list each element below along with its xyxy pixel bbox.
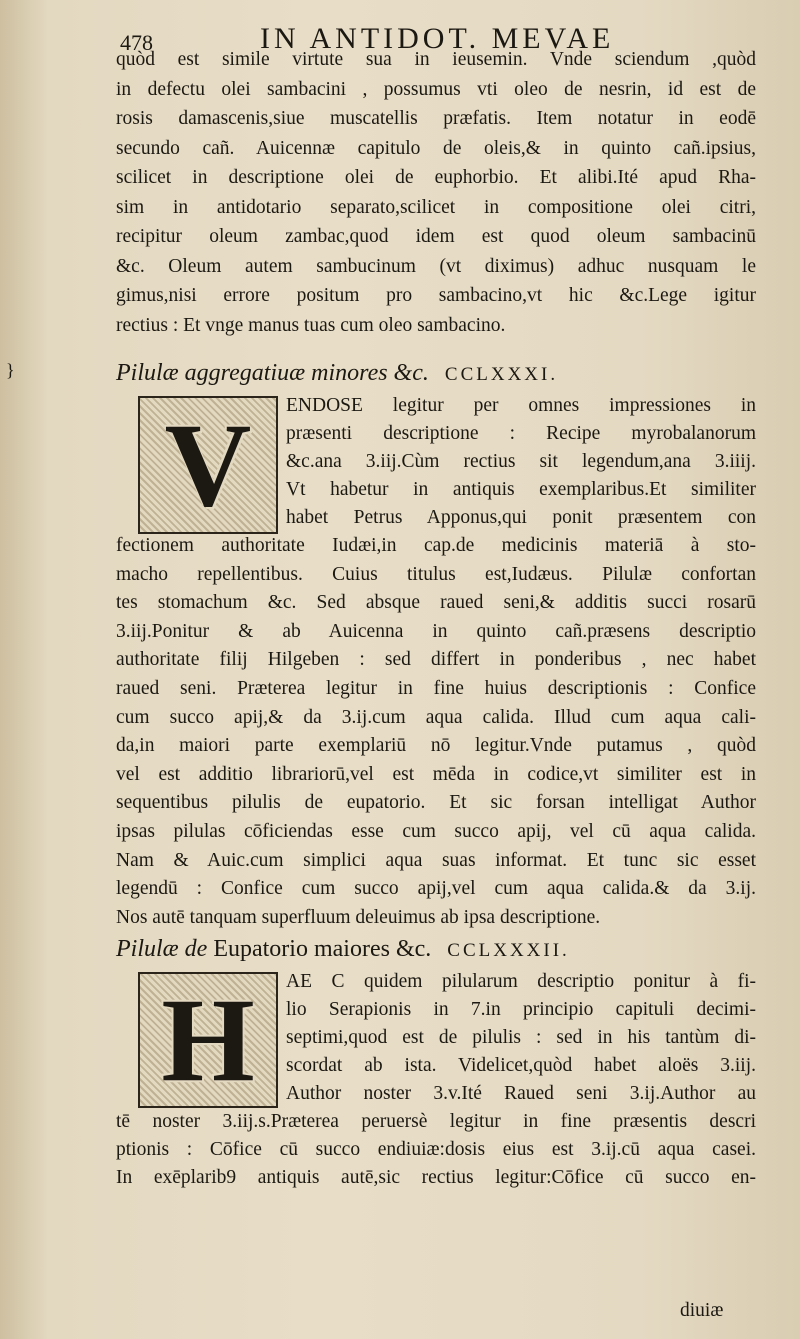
text-line: vel est additio librariorū,vel est mēda in codice,vt similiter est in [116, 763, 756, 785]
text-line: fectionem authoritate Iudæi,in cap.de medicinis materiā à sto- [116, 535, 756, 556]
catchword: diuiæ [680, 1300, 724, 1321]
section-2-title: Pilulæ aggregatiuæ minores &c. [116, 360, 429, 386]
text-line: macho repellentibus. Cuius titulus est,Iudæus. Pilulæ confortan [116, 563, 756, 585]
text-line: ptionis : Cōfice cū succo endiuiæ:dosis eius est 3.ij.cū aqua casei. [116, 1139, 756, 1160]
text-line: ENDOSE legitur per omnes impressiones in [286, 395, 756, 416]
text-line: tē noster 3.iij.s.Præterea peruersè legitur in fine præsentis descri [116, 1111, 756, 1132]
text-line: scordat ab ista. Videlicet,quòd habet aloës 3.iij. [286, 1055, 756, 1076]
text-line: septimi,quod est de pilulis : sed in his tantùm di- [286, 1027, 756, 1048]
text-line: lio Serapionis in 7.in principio capituli decimi- [286, 999, 756, 1020]
text-line: raued seni. Præterea legitur in fine huius descriptionis : Confice [116, 678, 756, 699]
text-line: da,in maiori parte exemplariū nō legitur.Vnde putamus , quòd [116, 735, 756, 757]
text-line: gimus,nisi errore positum pro sambacino,vt hic &c.Lege igitur [116, 285, 756, 306]
page-number: 478 [120, 30, 153, 55]
section-2-number: CCLXXXI. [444, 364, 559, 385]
section-3-number: CCLXXXII. [447, 940, 570, 961]
text-line: In exēplarib9 antiquis autē,sic rectius legitur:Cōfice cū succo en- [116, 1167, 756, 1188]
decorated-initial-h [138, 972, 278, 1108]
text-line: rosis damascenis,siue muscatellis præfatis. Item notatur in eodē [116, 108, 756, 129]
text-line: &c. Oleum autem sambucinum (vt diximus) adhuc nusquam le [116, 255, 756, 277]
section-3-title-roman: Eupatorio maiores &c. [213, 936, 432, 962]
text-line: sequentibus pilulis de eupatorio. Et sic forsan intelligat Author [116, 792, 756, 814]
text-line: &c.ana 3.iij.Cùm rectius sit legendum,ana 3.iiij. [286, 451, 756, 472]
text-line: tes stomachum &c. Sed absque raued seni,& additis succi rosarū [116, 592, 756, 614]
section-3-title-italic: Pilulæ de [116, 936, 208, 962]
text-line: scilicet in descriptione olei de euphorbio. Et alibi.Ité apud Rha- [116, 167, 756, 188]
initial-letter: V [164, 398, 252, 531]
text-line: quòd est simile virtute sua in ieusemin. Vnde sciendum ,quòd [116, 49, 756, 70]
text-line: authoritate filij Hilgeben : sed differt in ponderibus , nec habet [116, 649, 756, 671]
text-line: Vt habetur in antiquis exemplaribus.Et similiter [286, 479, 756, 500]
text-line: legendū : Confice cum succo apij,vel cum aqua calida.& da 3.ij. [116, 878, 756, 900]
text-line: rectius : Et vnge manus tuas cum oleo sambacino. [116, 314, 506, 336]
decorated-initial-v [138, 396, 278, 534]
running-title: IN ANTIDOT. MEVAE [260, 22, 615, 55]
text-line: præsenti descriptione : Recipe myrobalanorum [286, 423, 756, 444]
text-line: secundo cañ. Auicennæ capitulo de oleis,& in quinto cañ.ipsius, [116, 137, 756, 159]
text-line: cum succo apij,& da 3.ij.cum aqua calida. Illud cum aqua cali- [116, 706, 756, 728]
text-line: recipitur oleum zambac,quod idem est quod oleum sambacinū [116, 226, 756, 247]
text-line: Author noster 3.v.Ité Raued seni 3.ij.Author au [286, 1083, 756, 1104]
margin-mark: } [6, 360, 15, 380]
text-line: sim in antidotario separato,scilicet in compositione olei citri, [116, 196, 756, 218]
text-line: Nos autē tanquam superfluum deleuimus ab ipsa descriptione. [116, 906, 601, 928]
initial-letter: H [161, 973, 255, 1106]
text-line: habet Petrus Apponus,qui ponit præsentem con [286, 507, 756, 528]
section-3-heading [116, 934, 756, 966]
text-line: AE C quidem pilularum descriptio ponitur à fi- [286, 971, 756, 992]
text-line: ipsas pilulas cōficiendas esse cum succo apij, vel cū aqua calida. [116, 821, 756, 842]
text-line: Nam & Auic.cum simplici aqua suas informat. Et tunc sic esset [116, 849, 756, 871]
text-line: 3.iij.Ponitur & ab Auicenna in quinto cañ.præsens descriptio [116, 620, 756, 642]
section-2-heading [116, 358, 756, 390]
text-line: in defectu olei sambacini , possumus vti oleo de nesrin, id est de [116, 78, 756, 100]
